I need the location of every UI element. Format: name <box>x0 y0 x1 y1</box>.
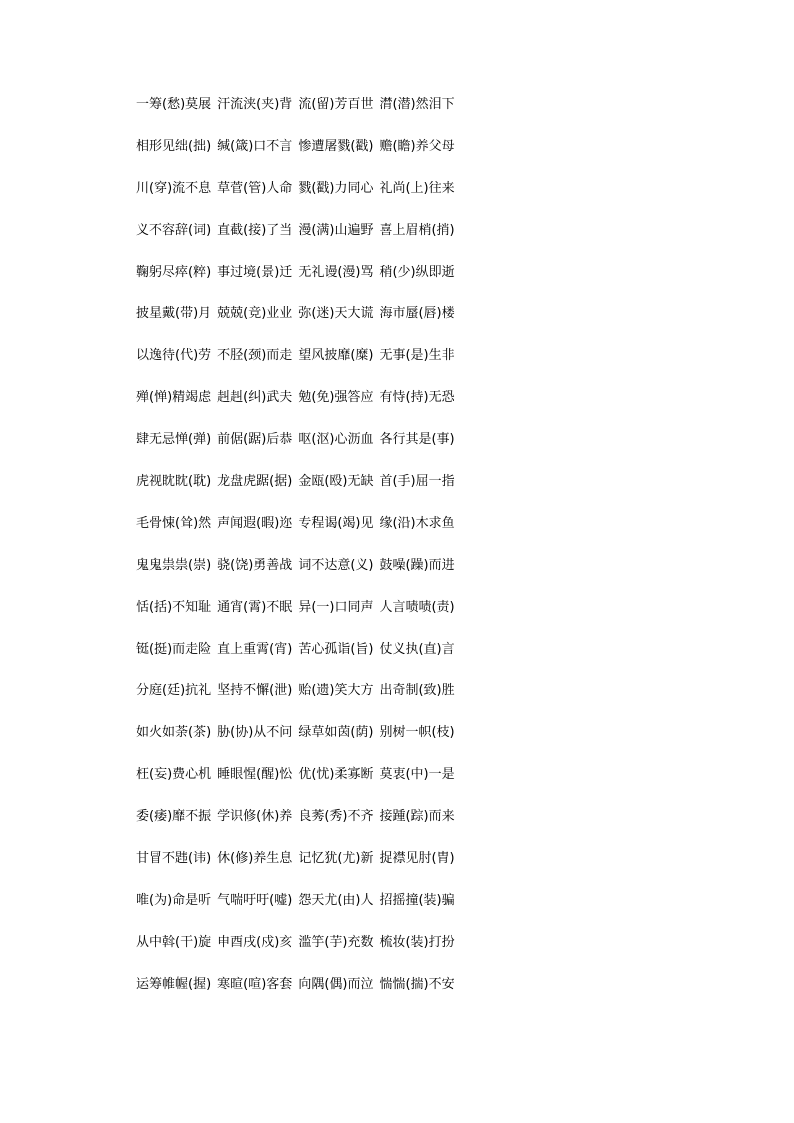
idiom-entry: 通宵(霄)不眠 <box>217 599 293 615</box>
idiom-entry: 异(一)口同声 <box>298 599 374 615</box>
idiom-entry: 苦心孤诣(旨) <box>298 641 374 657</box>
idiom-entry: 赡(瞻)养父母 <box>379 138 455 154</box>
idiom-entry: 稍(少)纵即逝 <box>379 264 455 280</box>
idiom-entry: 金瓯(殴)无缺 <box>298 474 374 490</box>
idiom-entry: 优(忧)柔寡断 <box>298 767 374 783</box>
idiom-entry: 惨遭屠戮(戳) <box>298 138 374 154</box>
idiom-row <box>136 599 496 641</box>
idiom-entry: 委(痿)靡不振 <box>136 809 212 825</box>
idiom-entry: 缄(箴)口不言 <box>217 138 293 154</box>
idiom-entry: 贻(遗)笑大方 <box>298 683 374 699</box>
idiom-entry: 鬼鬼祟祟(崇) <box>136 557 212 573</box>
idiom-entry: 潸(潜)然泪下 <box>379 97 455 112</box>
idiom-entry: 专程谒(竭)见 <box>298 515 374 531</box>
idiom-entry: 申酉戌(戍)亥 <box>217 934 293 950</box>
idiom-entry: 怨天尤(由)人 <box>298 892 374 908</box>
idiom-row <box>136 892 496 934</box>
idiom-entry: 赳赳(纠)武夫 <box>217 390 293 406</box>
idiom-entry: 虎视眈眈(耽) <box>136 474 212 490</box>
idiom-entry: 不胫(颈)而走 <box>217 348 293 364</box>
idiom-entry: 出奇制(致)胜 <box>379 683 455 699</box>
idiom-row <box>136 976 496 1018</box>
idiom-entry: 甘冒不韪(讳) <box>136 851 212 867</box>
idiom-entry: 人言啧啧(责) <box>379 599 455 615</box>
idiom-entry: 海市蜃(唇)楼 <box>379 306 455 322</box>
idiom-entry: 直上重霄(宵) <box>217 641 293 657</box>
idiom-entry: 恬(括)不知耻 <box>136 599 212 615</box>
idiom-entry: 睡眼惺(醒)忪 <box>217 767 293 783</box>
idiom-entry: 如火如荼(茶) <box>136 725 212 741</box>
idiom-row <box>136 515 496 557</box>
idiom-entry: 呕(沤)心沥血 <box>298 432 374 448</box>
idiom-entry: 殚(惮)精竭虑 <box>136 390 212 406</box>
idiom-entry: 惴惴(揣)不安 <box>379 976 455 992</box>
idiom-entry: 川(穿)流不息 <box>136 180 212 196</box>
idiom-entry: 缘(沿)木求鱼 <box>379 515 455 531</box>
idiom-entry: 毛骨悚(耸)然 <box>136 515 212 531</box>
idiom-entry: 词不达意(义) <box>298 557 374 573</box>
idiom-entry: 戮(戳)力同心 <box>298 180 374 196</box>
idiom-row <box>136 682 496 724</box>
idiom-entry: 流(留)芳百世 <box>298 97 374 112</box>
idiom-row <box>136 389 496 431</box>
idiom-entry: 绿草如茵(荫) <box>298 725 374 741</box>
idiom-entry: 首(手)屈一指 <box>379 474 455 490</box>
idiom-entry: 无礼谩(漫)骂 <box>298 264 374 280</box>
idiom-entry: 望风披靡(糜) <box>298 348 374 364</box>
idiom-entry: 礼尚(上)往来 <box>379 180 455 196</box>
idiom-entry: 骁(饶)勇善战 <box>217 557 293 573</box>
idiom-row <box>136 850 496 892</box>
idiom-entry: 前倨(踞)后恭 <box>217 432 293 448</box>
idiom-row <box>136 724 496 766</box>
idiom-row <box>136 934 496 976</box>
idiom-entry: 铤(挺)而走险 <box>136 641 212 657</box>
idiom-row <box>136 473 496 515</box>
idiom-entry: 兢兢(竞)业业 <box>217 306 293 322</box>
idiom-entry: 唯(为)命是听 <box>136 892 212 908</box>
idiom-entry: 声闻遐(暇)迩 <box>217 515 293 531</box>
idiom-entry: 记忆犹(尤)新 <box>298 851 374 867</box>
idiom-entry: 直截(接)了当 <box>217 222 293 238</box>
idiom-entry: 分庭(廷)抗礼 <box>136 683 212 699</box>
idiom-entry: 无事(是)生非 <box>379 348 455 364</box>
idiom-entry: 向隅(偶)而泣 <box>298 976 374 992</box>
idiom-entry: 坚持不懈(泄) <box>217 683 293 699</box>
idiom-row <box>136 641 496 683</box>
idiom-entry: 招摇撞(装)骗 <box>379 892 455 908</box>
idiom-entry: 捉襟见肘(胄) <box>379 851 455 867</box>
idiom-entry: 滥竽(芋)充数 <box>298 934 374 950</box>
idiom-entry: 义不容辞(词) <box>136 222 212 238</box>
idiom-entry: 鼓噪(躁)而进 <box>379 557 455 573</box>
idiom-row <box>136 557 496 599</box>
idiom-entry: 事过境(景)迁 <box>217 264 293 280</box>
idiom-row <box>136 96 496 138</box>
idiom-entry: 从中斡(干)旋 <box>136 934 212 950</box>
idiom-entry: 枉(妄)费心机 <box>136 767 212 783</box>
idiom-entry: 弥(迷)天大谎 <box>298 306 374 322</box>
idiom-entry: 良莠(秀)不齐 <box>298 809 374 825</box>
idiom-row <box>136 264 496 306</box>
idiom-entry: 别树一帜(枝) <box>379 725 455 741</box>
idiom-entry: 寒暄(喧)客套 <box>217 976 293 992</box>
idiom-row <box>136 808 496 850</box>
idiom-entry: 汗流浃(夹)背 <box>217 97 293 112</box>
idiom-list <box>136 96 496 1018</box>
idiom-row <box>136 305 496 347</box>
idiom-entry: 运筹帷幄(握) <box>136 976 212 992</box>
idiom-entry: 草菅(管)人命 <box>217 180 293 196</box>
idiom-entry: 相形见绌(拙) <box>136 138 212 154</box>
idiom-entry: 学识修(休)养 <box>217 809 293 825</box>
idiom-entry: 龙盘虎踞(据) <box>217 474 293 490</box>
idiom-entry: 莫衷(中)一是 <box>379 767 455 783</box>
idiom-entry: 接踵(踪)而来 <box>379 809 455 825</box>
idiom-entry: 披星戴(带)月 <box>136 306 212 322</box>
idiom-row <box>136 431 496 473</box>
idiom-row <box>136 138 496 180</box>
idiom-row <box>136 222 496 264</box>
idiom-entry: 喜上眉梢(捎) <box>379 222 455 238</box>
idiom-entry: 勉(免)强答应 <box>298 390 374 406</box>
idiom-entry: 仗义执(直)言 <box>379 641 455 657</box>
idiom-row <box>136 766 496 808</box>
idiom-entry: 各行其是(事) <box>379 432 455 448</box>
idiom-entry: 胁(协)从不问 <box>217 725 293 741</box>
idiom-row <box>136 347 496 389</box>
idiom-entry: 肆无忌惮(弹) <box>136 432 212 448</box>
idiom-entry: 休(修)养生息 <box>217 851 293 867</box>
idiom-entry: 以逸待(代)劳 <box>136 348 212 364</box>
idiom-entry: 漫(满)山遍野 <box>298 222 374 238</box>
idiom-entry: 梳妆(装)打扮 <box>379 934 455 950</box>
idiom-entry: 鞠躬尽瘁(粹) <box>136 264 212 280</box>
idiom-row <box>136 180 496 222</box>
idiom-entry: 气喘吁吁(嘘) <box>217 892 293 908</box>
idiom-entry: 一筹(愁)莫展 <box>136 97 212 112</box>
idiom-entry: 有恃(持)无恐 <box>379 390 455 406</box>
